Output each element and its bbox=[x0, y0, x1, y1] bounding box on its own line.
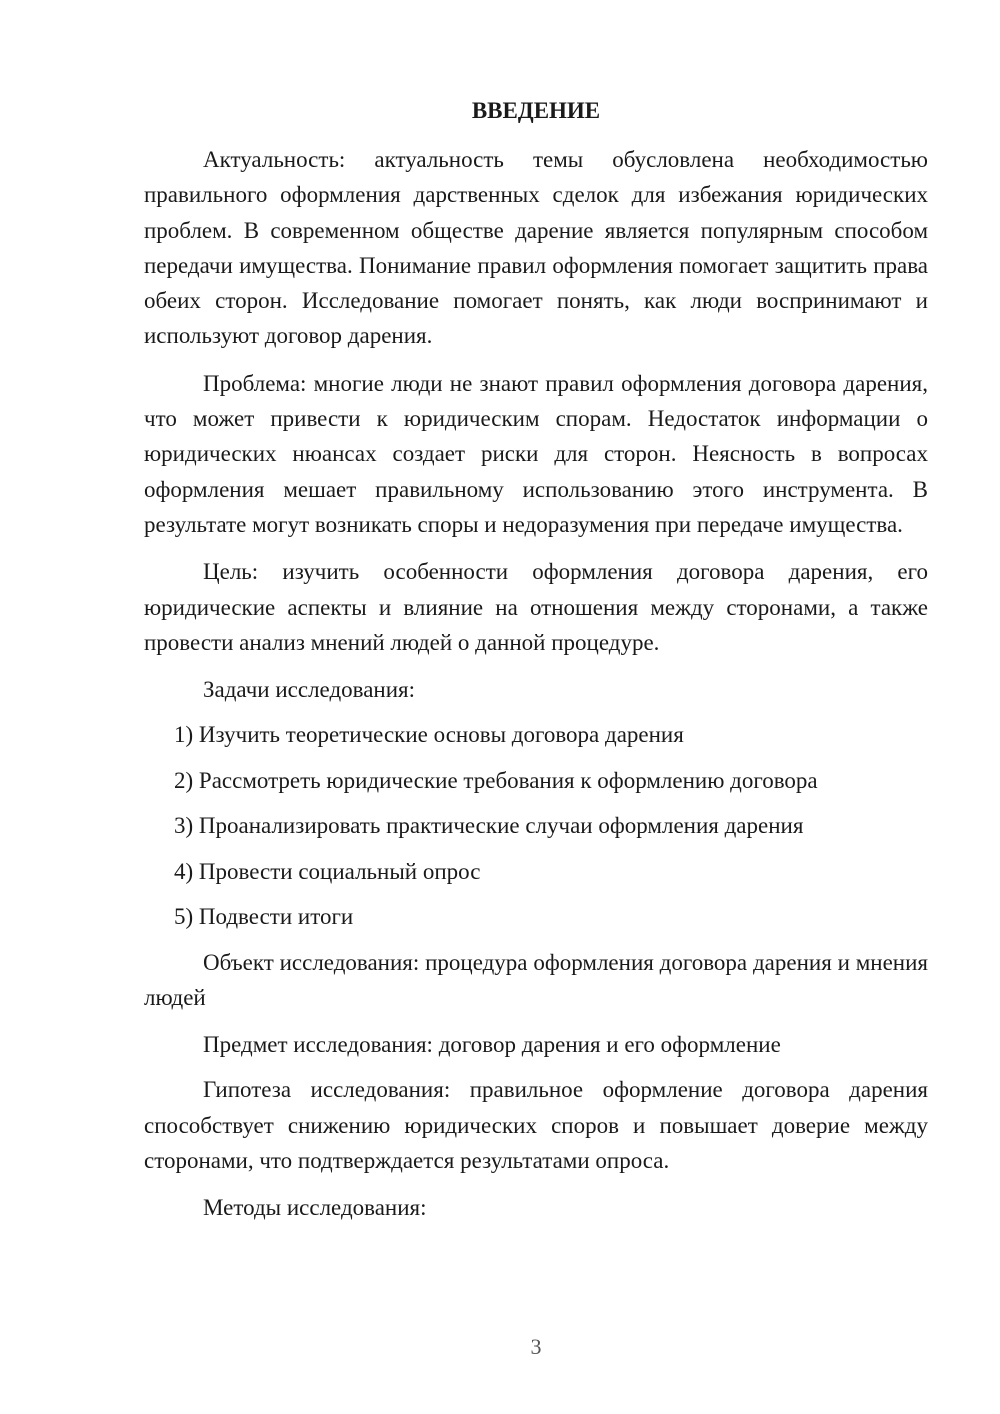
paragraph-goal: Цель: изучить особенности оформления договора дарения, его юридические аспекты и влияние на отношения между сторонами, а также провести анализ мнений людей о данной процедуре. bbox=[144, 559, 928, 655]
list-item: 2) Рассмотреть юридические требования к оформлению договора bbox=[174, 767, 818, 793]
paragraph-object: Объект исследования: процедура оформления договора дарения и мнения людей bbox=[144, 949, 928, 1010]
paragraph-problem: Проблема: многие люди не знают правил оформления договора дарения, что может привести к юридическим спорам. Недостаток информации о юридических нюансах создает риски для сторон. Неясность в вопросах оформления мешает правильному использованию этого инструмента. В результате могут возникать споры и недоразумения при передаче имущества. bbox=[144, 370, 928, 537]
list-item: 4) Провести социальный опрос bbox=[174, 858, 481, 884]
page-title: ВВЕДЕНИЕ bbox=[471, 98, 601, 123]
paragraph-hypothesis: Гипотеза исследования: правильное оформление договора дарения способствует снижению юридических споров и повышает доверие между сторонами, что подтверждается результатами опроса. bbox=[144, 1077, 928, 1173]
list-item: 5) Подвести итоги bbox=[174, 904, 354, 930]
page-number: 3 bbox=[530, 1334, 542, 1359]
tasks-title: Задачи исследования: bbox=[203, 677, 416, 703]
list-item: 1) Изучить теоретические основы договора дарения bbox=[174, 722, 684, 748]
document-body bbox=[144, 142, 928, 1235]
tasks-list bbox=[144, 717, 928, 934]
paragraph-subject: Предмет исследования: договор дарения и его оформление bbox=[203, 1032, 781, 1058]
methods-title: Методы исследования: bbox=[203, 1195, 427, 1221]
list-item: 3) Проанализировать практические случаи оформления дарения bbox=[174, 813, 804, 839]
paragraph-relevance: Актуальность: актуальность темы обусловлена необходимостью правильного оформления дарственных сделок для избежания юридических проблем. В современном обществе дарение является популярным способом передачи имущества. Понимание правил оформления помогает защитить права обеих сторон. Исследование помогает понять, как люди воспринимают и используют договор дарения. bbox=[144, 147, 928, 349]
